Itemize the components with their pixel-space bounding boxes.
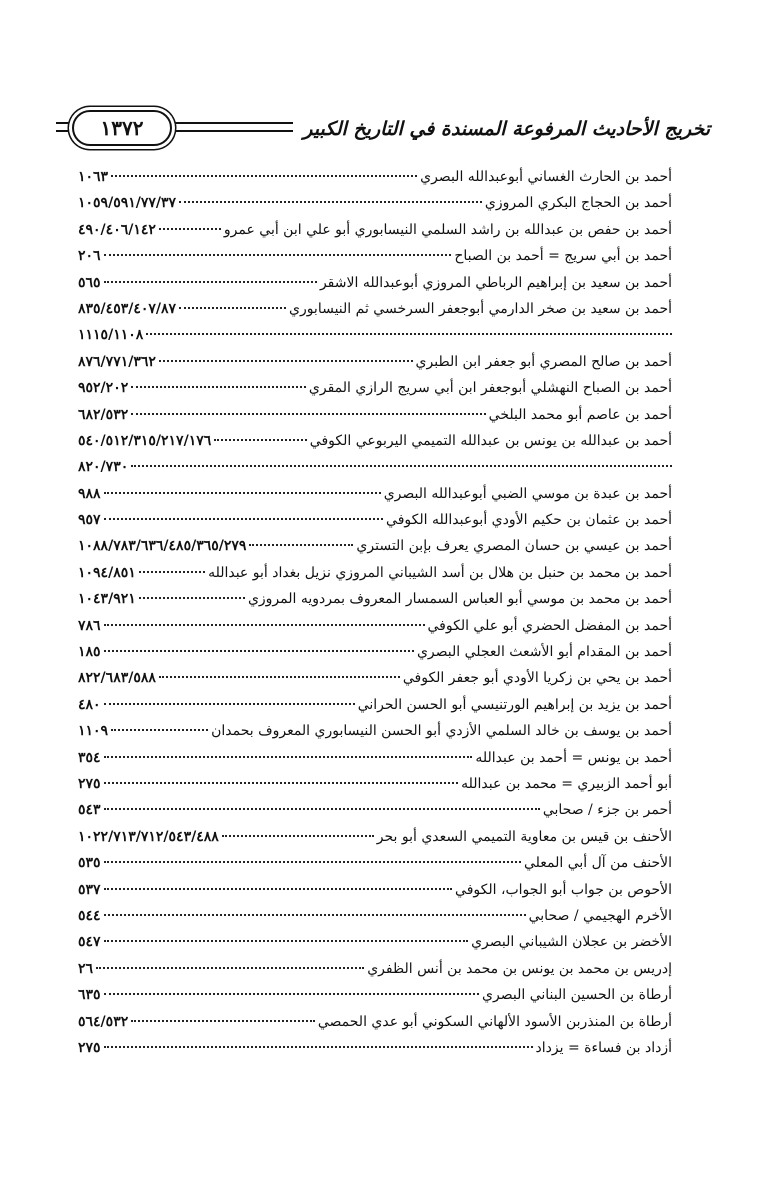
narrator-name: أحمد بن يحي بن زكريا الأودي أبو جعفر الكوفي xyxy=(402,670,672,687)
page-references: ٨٧٦/٧٧١/٣٦٢ xyxy=(78,353,156,370)
narrator-name: الأحوص بن جواب أبو الجواب، الكوفي xyxy=(455,881,672,898)
page-references: ٥٤٠/٥١٢/٣١٥/٢١٧/١٧٦ xyxy=(78,432,212,449)
dot-leader xyxy=(104,874,452,890)
dot-leader xyxy=(159,662,400,678)
page-references: ٢٠٦ xyxy=(78,248,101,265)
page-header xyxy=(56,112,710,152)
narrator-name: أحمد بن صالح المصري أبو جعفر ابن الطبري xyxy=(415,353,672,370)
page-references: ١٠٩٤/٨٥١ xyxy=(78,564,136,581)
dot-leader xyxy=(104,267,317,283)
dot-leader xyxy=(131,372,306,388)
dot-leader xyxy=(249,530,353,546)
page-references: ٨٢٢/٦٨٣/٥٨٨ xyxy=(78,670,156,687)
page-references: ٣٥٤ xyxy=(78,749,101,766)
narrator-index-list xyxy=(78,164,672,1061)
narrator-name: أبو أحمد الزبيري = محمد بن عبدالله xyxy=(461,775,672,792)
page-references: ١١١٥/١١٠٨ xyxy=(78,327,144,344)
narrator-name: أحمد بن الصباح النهشلي أبوجعفر ابن أبي سريج الرازي المقري xyxy=(308,380,672,397)
dot-leader xyxy=(104,610,425,626)
page-references: ٨٣٥/٤٥٣/٤٠٧/٨٧ xyxy=(78,300,177,317)
page-references: ٥٤٧ xyxy=(78,934,101,951)
page-references: ٦٨٢/٥٣٢ xyxy=(78,406,129,423)
dot-leader xyxy=(104,742,473,758)
page-references: ١٠٢٢/٧١٣/٧١٢/٥٤٣/٤٨٨ xyxy=(78,828,219,845)
narrator-name: أحمد بن سعيد بن صخر الدارمي أبوجعفر السرخسي ثم النيسابوري xyxy=(288,300,672,317)
page-references: ٦٣٥ xyxy=(78,987,101,1004)
page-references: ٨٢٠/٧٣٠ xyxy=(78,459,129,476)
narrator-name: أحمد بن عيسي بن حسان المصري يعرف بإبن التستري xyxy=(356,538,672,555)
page-references: ١٨٥ xyxy=(78,644,101,661)
dot-leader xyxy=(104,900,526,916)
dot-leader xyxy=(159,214,221,230)
page-number-badge: ١٣٧٢ xyxy=(72,110,172,146)
narrator-name: أحمد بن المفضل الحضري أبو علي الكوفي xyxy=(427,617,672,634)
dot-leader xyxy=(104,794,540,810)
dot-leader xyxy=(179,293,286,309)
page-references: ٥٦٤/٥٣٢ xyxy=(78,1013,129,1030)
narrator-name: الأحنف بن قيس بن معاوية التميمي السعدي أبو بحر xyxy=(376,828,672,845)
dot-leader xyxy=(96,953,364,969)
page-references: ٥٤٤ xyxy=(78,907,101,924)
narrator-name: الأخضر بن عجلان الشيباني البصري xyxy=(471,934,672,951)
narrator-name: أرطاة بن المنذربن الأسود الألهاني السكوني أبو عدي الحمصي xyxy=(317,1013,672,1030)
dot-leader xyxy=(131,451,672,467)
page-references: ٢٧٥ xyxy=(78,775,101,792)
page-references: ١١٠٩ xyxy=(78,723,109,740)
narrator-name: أحمد بن الحارث الغساني أبوعبدالله البصري xyxy=(420,169,672,185)
narrator-name: أحمد بن عاصم أبو محمد البلخي xyxy=(488,406,672,423)
dot-leader xyxy=(104,504,383,520)
narrator-name: الأخرم الهجيمي / صحابي xyxy=(528,907,672,924)
dot-leader xyxy=(131,1006,315,1022)
dot-leader xyxy=(146,319,672,335)
narrator-name: أحمد بن المقدام أبو الأشعث العجلي البصري xyxy=(416,644,672,661)
index-entry xyxy=(78,1035,672,1061)
narrator-name: أحمد بن أبي سريج = أحمد بن الصباح xyxy=(454,248,672,265)
index-entry xyxy=(78,507,672,533)
dot-leader xyxy=(159,346,413,362)
narrator-name: أحمد بن يوسف بن خالد السلمي الأزدي أبو الحسن النيسابوري المعروف بحمدان xyxy=(211,723,672,740)
page-references: ٤٩٠/٤٠٦/١٤٢ xyxy=(78,221,156,238)
dot-leader xyxy=(222,821,374,837)
narrator-name: الأحنف من آل أبي المعلي xyxy=(523,855,672,872)
narrator-name: أحمر بن جزء / صحابي xyxy=(542,802,672,819)
narrator-name: أرطاة بن الحسين البناني البصري xyxy=(482,987,672,1004)
page-references: ٥٤٣ xyxy=(78,802,101,819)
narrator-name: أزداد بن فساءة = يزداد xyxy=(535,1039,672,1056)
page-references: ٧٨٦ xyxy=(78,617,101,634)
dot-leader xyxy=(214,425,307,441)
page-references: ٥٣٥ xyxy=(78,855,101,872)
dot-leader xyxy=(104,636,414,652)
page-references: ٩٥٢/٢٠٢ xyxy=(78,380,129,397)
narrator-name: أحمد بن عبدالله بن يونس بن عبدالله التميمي اليربوعي الكوفي xyxy=(309,432,672,449)
page-references: ٤٨٠ xyxy=(78,696,101,713)
narrator-name: أحمد بن سعيد بن إبراهيم الرباطي المروزي أبوعبدالله الاشقر xyxy=(319,274,672,291)
page-references: ٩٥٧ xyxy=(78,512,101,529)
narrator-name: أحمد بن عبدة بن موسي الضبي أبوعبدالله البصري xyxy=(383,485,672,502)
narrator-name: أحمد بن يزيد بن إبراهيم الورتنيسي أبو الحسن الحراني xyxy=(357,696,672,713)
dot-leader xyxy=(111,161,417,177)
narrator-name: أحمد بن حفص بن عبدالله بن راشد السلمي النيسابوري أبو علي ابن أبي عمرو xyxy=(223,221,672,238)
page-references: ٥٦٥ xyxy=(78,274,101,291)
dot-leader xyxy=(104,1032,533,1048)
page-references: ٢٧٥ xyxy=(78,1039,101,1056)
page-references: ١٠٤٣/٩٢١ xyxy=(78,591,136,608)
page-references: ١٠٦٣ xyxy=(78,169,109,185)
narrator-name: إدريس بن محمد بن يونس بن محمد بن أنس الظفري xyxy=(367,960,672,977)
dot-leader xyxy=(131,399,485,415)
page-references: ٥٣٧ xyxy=(78,881,101,898)
index-entry xyxy=(78,270,672,296)
dot-leader xyxy=(104,979,479,995)
index-entry xyxy=(78,797,672,823)
page-references: ١٠٥٩/٥٩١/٧٧/٣٧ xyxy=(78,195,177,212)
dot-leader xyxy=(111,715,208,731)
dot-leader xyxy=(179,187,482,203)
dot-leader xyxy=(104,768,459,784)
dot-leader xyxy=(104,926,469,942)
dot-leader xyxy=(104,689,355,705)
narrator-name: أحمد بن محمد بن موسي أبو العباس السمسار المعروف بمردويه المروزي xyxy=(247,591,672,608)
index-entry xyxy=(78,402,672,428)
running-title: تخريج الأحاديث المرفوعة المسندة في التاريخ الكبير xyxy=(293,112,710,148)
dot-leader xyxy=(139,583,245,599)
narrator-name: أحمد بن عثمان بن حكيم الأودي أبوعبدالله الكوفي xyxy=(386,512,672,529)
page-references: ٢٦ xyxy=(78,960,94,977)
dot-leader xyxy=(104,478,381,494)
dot-leader xyxy=(139,557,205,573)
dot-leader xyxy=(104,847,521,863)
narrator-name: أحمد بن محمد بن حنبل بن هلال بن أسد الشيباني المروزي نزيل بغداد أبو عبدالله xyxy=(208,564,672,581)
narrator-name: أحمد بن يونس = أحمد بن عبدالله xyxy=(475,749,672,766)
narrator-name: أحمد بن الحجاج البكري المروزي xyxy=(484,195,672,212)
dot-leader xyxy=(104,240,452,256)
page-references: ٩٨٨ xyxy=(78,485,101,502)
page-references: ١٠٨٨/٧٨٣/٦٣٦/٤٨٥/٣٦٥/٢٧٩ xyxy=(78,538,247,555)
